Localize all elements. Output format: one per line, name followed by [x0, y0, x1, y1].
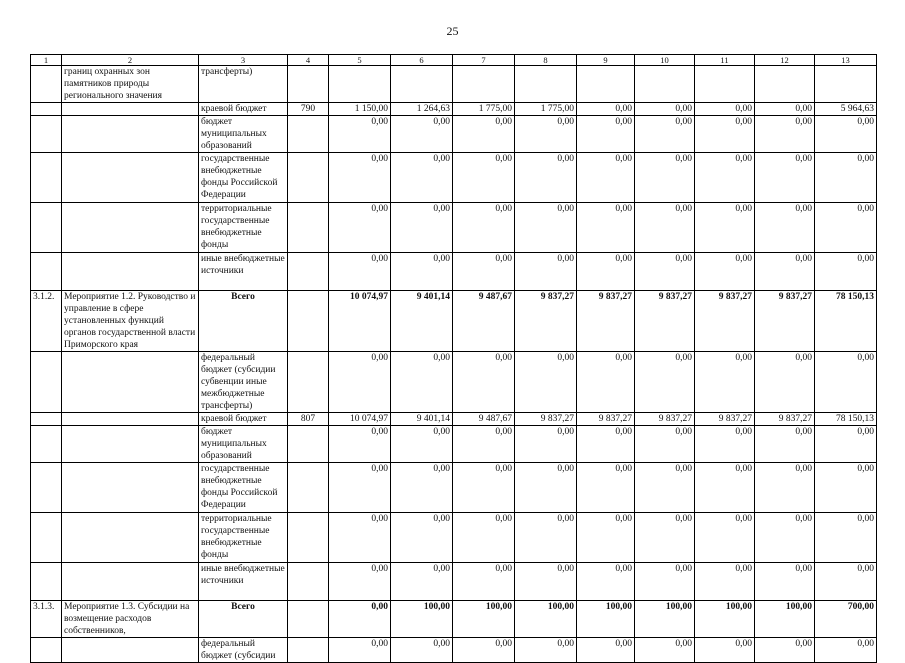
item-number-cell: [31, 426, 62, 463]
amount-cell: 0,00: [515, 352, 577, 413]
amount-cell: 0,00: [815, 116, 877, 153]
column-header: 11: [695, 55, 755, 66]
amount-cell: 0,00: [515, 426, 577, 463]
table-row: [31, 291, 877, 352]
amount-cell: 0,00: [453, 153, 515, 203]
amount-cell: 100,00: [755, 601, 815, 638]
budget-code-cell: [288, 463, 329, 513]
funding-source-cell: Всего: [199, 601, 288, 638]
column-header: 12: [755, 55, 815, 66]
amount-cell: 0,00: [815, 153, 877, 203]
column-header: 10: [635, 55, 695, 66]
amount-cell: 0,00: [815, 563, 877, 601]
measure-name-cell: [62, 513, 199, 563]
amount-cell: 0,00: [391, 116, 453, 153]
amount-cell: 0,00: [391, 352, 453, 413]
budget-code-cell: [288, 291, 329, 352]
amount-cell: 9 837,27: [695, 291, 755, 352]
amount-cell: 0,00: [695, 463, 755, 513]
amount-cell: 0,00: [577, 426, 635, 463]
amount-cell: 0,00: [755, 103, 815, 116]
amount-cell: 0,00: [755, 116, 815, 153]
amount-cell: [391, 66, 453, 103]
table-row: [31, 601, 877, 638]
item-number-cell: [31, 463, 62, 513]
amount-cell: 0,00: [453, 352, 515, 413]
item-number-cell: [31, 153, 62, 203]
funding-source-cell: федеральный бюджет (субсидии субвенции иные межбюджетные трансферты): [199, 352, 288, 413]
amount-cell: 0,00: [815, 638, 877, 663]
amount-cell: 100,00: [635, 601, 695, 638]
amount-cell: 9 837,27: [695, 413, 755, 426]
amount-cell: [329, 66, 391, 103]
budget-code-cell: [288, 352, 329, 413]
amount-cell: 0,00: [635, 426, 695, 463]
amount-cell: 1 775,00: [453, 103, 515, 116]
amount-cell: 0,00: [635, 352, 695, 413]
amount-cell: 0,00: [755, 426, 815, 463]
amount-cell: 0,00: [815, 352, 877, 413]
amount-cell: 700,00: [815, 601, 877, 638]
amount-cell: 0,00: [577, 563, 635, 601]
amount-cell: 0,00: [577, 513, 635, 563]
budget-code-cell: [288, 513, 329, 563]
item-number-cell: [31, 103, 62, 116]
measure-name-cell: [62, 116, 199, 153]
amount-cell: 0,00: [635, 563, 695, 601]
amount-cell: 0,00: [695, 563, 755, 601]
amount-cell: 0,00: [329, 463, 391, 513]
amount-cell: 0,00: [515, 203, 577, 253]
amount-cell: 0,00: [453, 426, 515, 463]
measure-name-cell: Мероприятие 1.2. Руководство и управление в сфере установленных функций органов государственной власти Приморского края: [62, 291, 199, 352]
measure-name-cell: [62, 153, 199, 203]
item-number-cell: [31, 66, 62, 103]
amount-cell: 0,00: [577, 253, 635, 291]
funding-source-cell: государственные внебюджетные фонды Российской Федерации: [199, 153, 288, 203]
item-number-cell: [31, 203, 62, 253]
amount-cell: 0,00: [329, 153, 391, 203]
amount-cell: 0,00: [329, 563, 391, 601]
amount-cell: 0,00: [453, 203, 515, 253]
amount-cell: 0,00: [755, 153, 815, 203]
funding-source-cell: Всего: [199, 291, 288, 352]
measure-name-cell: границ охранных зон памятников природы регионального значения: [62, 66, 199, 103]
funding-source-cell: иные внебюджетные источники: [199, 253, 288, 291]
budget-code-cell: [288, 66, 329, 103]
budget-code-cell: [288, 253, 329, 291]
measure-name-cell: [62, 103, 199, 116]
amount-cell: 0,00: [755, 513, 815, 563]
amount-cell: 0,00: [391, 638, 453, 663]
amount-cell: 0,00: [695, 253, 755, 291]
amount-cell: 0,00: [635, 203, 695, 253]
table-row: [31, 253, 877, 291]
amount-cell: 9 837,27: [635, 291, 695, 352]
measure-name-cell: [62, 413, 199, 426]
amount-cell: 0,00: [329, 116, 391, 153]
amount-cell: 0,00: [695, 513, 755, 563]
table-row: [31, 116, 877, 153]
amount-cell: 9 401,14: [391, 291, 453, 352]
amount-cell: 0,00: [391, 426, 453, 463]
table-row: [31, 563, 877, 601]
amount-cell: 0,00: [755, 253, 815, 291]
amount-cell: [577, 66, 635, 103]
amount-cell: 0,00: [329, 426, 391, 463]
amount-cell: [755, 66, 815, 103]
amount-cell: [515, 66, 577, 103]
column-header: 13: [815, 55, 877, 66]
item-number-cell: [31, 563, 62, 601]
amount-cell: 10 074,97: [329, 291, 391, 352]
amount-cell: 0,00: [577, 638, 635, 663]
amount-cell: 0,00: [391, 463, 453, 513]
funding-source-cell: федеральный бюджет (субсидии: [199, 638, 288, 663]
table-row: [31, 203, 877, 253]
table-row: [31, 463, 877, 513]
amount-cell: 5 964,63: [815, 103, 877, 116]
item-number-cell: [31, 413, 62, 426]
amount-cell: 0,00: [391, 153, 453, 203]
amount-cell: 0,00: [755, 563, 815, 601]
amount-cell: 100,00: [391, 601, 453, 638]
amount-cell: 0,00: [695, 116, 755, 153]
table-row: [31, 513, 877, 563]
amount-cell: 78 150,13: [815, 291, 877, 352]
amount-cell: 9 837,27: [577, 413, 635, 426]
amount-cell: 0,00: [815, 426, 877, 463]
amount-cell: 10 074,97: [329, 413, 391, 426]
measure-name-cell: Мероприятие 1.3. Субсидии на возмещение расходов собственников,: [62, 601, 199, 638]
column-number-row: [31, 55, 877, 66]
funding-source-cell: бюджет муниципальных образований: [199, 426, 288, 463]
budget-code-cell: [288, 563, 329, 601]
amount-cell: 0,00: [577, 203, 635, 253]
amount-cell: 0,00: [515, 563, 577, 601]
amount-cell: 0,00: [453, 253, 515, 291]
amount-cell: 0,00: [577, 352, 635, 413]
amount-cell: [695, 66, 755, 103]
budget-code-cell: 807: [288, 413, 329, 426]
amount-cell: 0,00: [453, 463, 515, 513]
amount-cell: 0,00: [453, 116, 515, 153]
budget-code-cell: [288, 203, 329, 253]
budget-code-cell: [288, 426, 329, 463]
funding-source-cell: бюджет муниципальных образований: [199, 116, 288, 153]
funding-source-cell: краевой бюджет: [199, 103, 288, 116]
amount-cell: 0,00: [453, 638, 515, 663]
table-row: [31, 426, 877, 463]
amount-cell: 0,00: [391, 253, 453, 291]
measure-name-cell: [62, 563, 199, 601]
amount-cell: 0,00: [815, 463, 877, 513]
column-header: 9: [577, 55, 635, 66]
funding-source-cell: территориальные государственные внебюджетные фонды: [199, 203, 288, 253]
amount-cell: 0,00: [515, 638, 577, 663]
amount-cell: 9 487,67: [453, 413, 515, 426]
amount-cell: 0,00: [635, 463, 695, 513]
amount-cell: 0,00: [755, 352, 815, 413]
column-header: 8: [515, 55, 577, 66]
amount-cell: 0,00: [329, 253, 391, 291]
amount-cell: 0,00: [577, 153, 635, 203]
amount-cell: 0,00: [635, 153, 695, 203]
funding-source-cell: краевой бюджет: [199, 413, 288, 426]
table-row: [31, 153, 877, 203]
amount-cell: 1 775,00: [515, 103, 577, 116]
amount-cell: 0,00: [755, 638, 815, 663]
amount-cell: 0,00: [695, 103, 755, 116]
item-number-cell: [31, 638, 62, 663]
amount-cell: 0,00: [391, 513, 453, 563]
item-number-cell: [31, 513, 62, 563]
amount-cell: 0,00: [515, 253, 577, 291]
amount-cell: 0,00: [755, 463, 815, 513]
item-number-cell: [31, 253, 62, 291]
amount-cell: 0,00: [391, 203, 453, 253]
amount-cell: 100,00: [695, 601, 755, 638]
amount-cell: 0,00: [695, 153, 755, 203]
amount-cell: [815, 66, 877, 103]
amount-cell: 9 837,27: [515, 291, 577, 352]
amount-cell: 0,00: [635, 638, 695, 663]
funding-source-cell: государственные внебюджетные фонды Российской Федерации: [199, 463, 288, 513]
amount-cell: 100,00: [453, 601, 515, 638]
amount-cell: 0,00: [815, 203, 877, 253]
amount-cell: 9 837,27: [755, 291, 815, 352]
table-row: [31, 638, 877, 663]
amount-cell: 0,00: [329, 601, 391, 638]
amount-cell: 0,00: [515, 513, 577, 563]
amount-cell: 0,00: [515, 153, 577, 203]
amount-cell: 0,00: [695, 426, 755, 463]
measure-name-cell: [62, 638, 199, 663]
table-row: [31, 413, 877, 426]
page-number: 25: [446, 24, 459, 38]
amount-cell: 0,00: [695, 352, 755, 413]
amount-cell: 0,00: [453, 513, 515, 563]
budget-code-cell: [288, 601, 329, 638]
funding-source-cell: трансферты): [199, 66, 288, 103]
measure-name-cell: [62, 203, 199, 253]
funding-source-cell: иные внебюджетные источники: [199, 563, 288, 601]
amount-cell: 0,00: [635, 513, 695, 563]
measure-name-cell: [62, 426, 199, 463]
column-header: 4: [288, 55, 329, 66]
measure-name-cell: [62, 253, 199, 291]
amount-cell: 9 487,67: [453, 291, 515, 352]
amount-cell: 78 150,13: [815, 413, 877, 426]
amount-cell: [453, 66, 515, 103]
amount-cell: [635, 66, 695, 103]
budget-code-cell: [288, 638, 329, 663]
amount-cell: 1 150,00: [329, 103, 391, 116]
item-number-cell: 3.1.3.: [31, 601, 62, 638]
amount-cell: 9 837,27: [635, 413, 695, 426]
amount-cell: 0,00: [329, 513, 391, 563]
amount-cell: 9 401,14: [391, 413, 453, 426]
column-header: 5: [329, 55, 391, 66]
amount-cell: 0,00: [391, 563, 453, 601]
amount-cell: 1 264,63: [391, 103, 453, 116]
budget-code-cell: [288, 153, 329, 203]
amount-cell: 0,00: [515, 463, 577, 513]
column-header: 3: [199, 55, 288, 66]
amount-cell: 0,00: [329, 638, 391, 663]
amount-cell: 9 837,27: [755, 413, 815, 426]
item-number-cell: 3.1.2.: [31, 291, 62, 352]
amount-cell: 0,00: [695, 203, 755, 253]
column-header: 6: [391, 55, 453, 66]
budget-code-cell: 790: [288, 103, 329, 116]
table-row: [31, 352, 877, 413]
amount-cell: 0,00: [329, 352, 391, 413]
budget-code-cell: [288, 116, 329, 153]
amount-cell: 0,00: [577, 463, 635, 513]
amount-cell: 0,00: [635, 253, 695, 291]
table-row: [31, 66, 877, 103]
table-row: [31, 103, 877, 116]
amount-cell: 0,00: [453, 563, 515, 601]
budget-table: [30, 54, 877, 663]
amount-cell: 9 837,27: [515, 413, 577, 426]
column-header: 2: [62, 55, 199, 66]
table-body: [31, 55, 877, 663]
column-header: 7: [453, 55, 515, 66]
amount-cell: 0,00: [695, 638, 755, 663]
funding-source-cell: территориальные государственные внебюджетные фонды: [199, 513, 288, 563]
measure-name-cell: [62, 352, 199, 413]
amount-cell: 0,00: [635, 116, 695, 153]
amount-cell: 9 837,27: [577, 291, 635, 352]
amount-cell: 0,00: [577, 103, 635, 116]
amount-cell: 0,00: [515, 116, 577, 153]
item-number-cell: [31, 352, 62, 413]
measure-name-cell: [62, 463, 199, 513]
amount-cell: 100,00: [515, 601, 577, 638]
column-header: 1: [31, 55, 62, 66]
amount-cell: 0,00: [755, 203, 815, 253]
amount-cell: 100,00: [577, 601, 635, 638]
amount-cell: 0,00: [329, 203, 391, 253]
amount-cell: 0,00: [635, 103, 695, 116]
item-number-cell: [31, 116, 62, 153]
amount-cell: 0,00: [815, 513, 877, 563]
amount-cell: 0,00: [577, 116, 635, 153]
amount-cell: 0,00: [815, 253, 877, 291]
